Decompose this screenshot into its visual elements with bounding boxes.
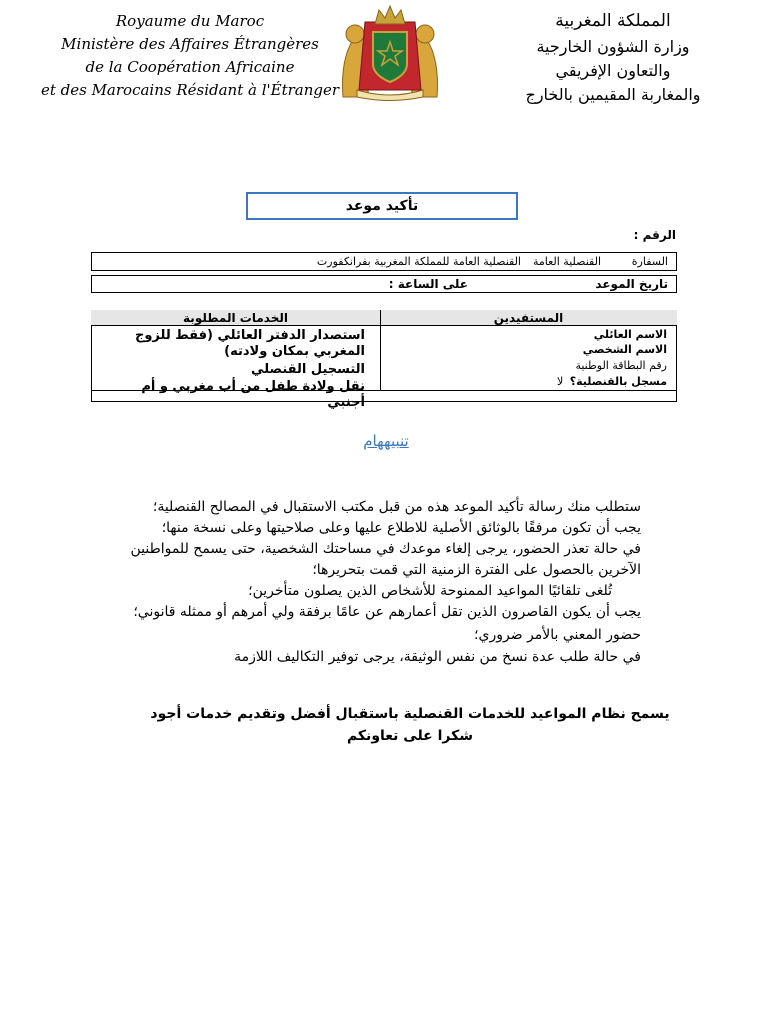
col-services-header: الخدمات المطلوبة [183,311,288,325]
page-title: تأكيد موعد [246,192,518,220]
notice-line-8: في حالة طلب عدة نسخ من نفس الوثيقة، يرجى توفير التكاليف اللازمة [234,649,641,665]
field-national-id: رقم البطاقة الوطنية [575,359,667,372]
service-birth-transcription: نقل ولادة طفل من أب مغربي و أم أجنبي [141,379,365,410]
header-fr-line-1: Royaume du Maroc [115,12,265,30]
field-family-name: الاسم العائلي [593,328,667,341]
notice-line-3: في حالة تعذر الحضور، يرجى إلغاء موعدك في مساحتك الشخصية، حتى يسمح للمواطنين [130,541,641,557]
field-first-name: الاسم الشخصي [582,343,667,356]
header-fr-line-3: de la Coopération Africaine [85,58,295,76]
service-consular-registration: التسجيل القنصلي [251,362,365,377]
header-fr-line-4: et des Marocains Résidant à l'Étranger [40,81,340,99]
notice-line-1: ستطلب منك رسالة تأكيد الموعد هذه من قبل مكتب الاستقبال في المصالح القنصلية؛ [152,499,641,515]
warning-title: تنبيههام [363,432,409,450]
field-registered: مسجل بالقنصلية؟ [569,375,667,388]
coat-of-arms-icon [335,2,445,102]
service-family-book: استصدار الدفتر العائلي (فقط للزوج المغربي بمكان ولادته) [134,328,365,359]
office-consulate: القنصلية العامة [532,255,601,268]
time-label: على الساعة : [388,277,468,291]
notice-line-4: الآخرين بالحصول على الفترة الزمنية التي قمت بتحريرها؛ [312,562,641,578]
closing-statement: يسمح نظام المواعيد للخدمات القنصلية باستقبال أفضل وتقديم خدمات أجود [150,706,670,722]
office-consulate-general: القنصلية العامة للمملكة المغربية بفرانكفورت [316,255,521,268]
notice-line-7: حضور المعني بالأمر ضروري؛ [474,627,641,643]
col-beneficiaries-header: المستفيدين [493,311,564,325]
header-ar-line-1: المملكة المغربية [555,11,671,31]
closing-thanks: شكرا على تعاونكم [346,728,474,744]
office-embassy: السفارة [631,255,668,268]
header-ar-line-2: وزارة الشؤون الخارجية [536,37,690,56]
header-fr-line-2: Ministère des Affaires Étrangères [61,35,319,53]
date-label: تاريخ الموعد [595,277,668,291]
header-ar-line-4: والمغاربة المقيمين بالخارج [525,85,701,104]
notice-line-5: تُلغى تلقائيًا المواعيد الممنوحة للأشخاص الذين يصلون متأخرين؛ [248,583,612,599]
notice-line-2: يجب أن تكون مرفقًا بالوثائق الأصلية للاطلاع عليها وعلى صلاحيتها وعلى نسخة منها؛ [161,520,641,536]
date-row [91,275,677,293]
ref-label: الرقم : [633,228,676,242]
header-ar-line-3: والتعاون الإفريقي [555,61,671,80]
field-registered-value: لا [557,375,564,388]
notice-line-6: يجب أن يكون القاصرون الذين تقل أعمارهم عن عامًا برفقة ولي أمرهم أو ممثله قانوني؛ [133,604,641,620]
